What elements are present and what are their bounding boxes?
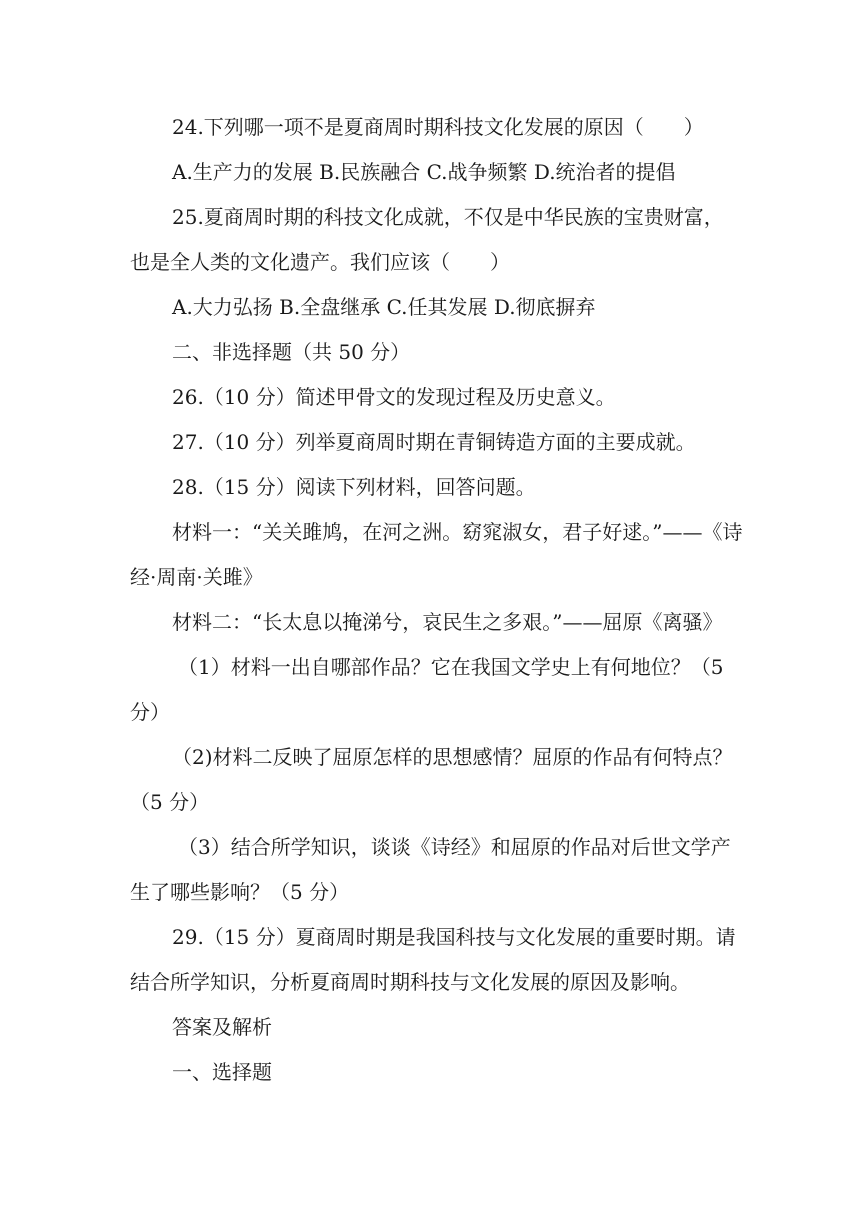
subquestion-3-line1: （3）结合所学知识，谈谈《诗经》和屈原的作品对后世文学产 [178,835,731,859]
subquestion-2-line2: （5 分） [130,790,210,814]
answers-section-choice: 一、选择题 [172,1060,272,1084]
question-25-options: A.大力弘扬 B.全盘继承 C.任其发展 D.彻底摒弃 [172,295,596,319]
question-24-stem: 24.下列哪一项不是夏商周时期科技文化发展的原因（ ） [172,115,704,139]
question-29-line2: 结合所学知识，分析夏商周时期科技与文化发展的原因及影响。 [130,970,690,994]
subquestion-1-line1: （1）材料一出自哪部作品？它在我国文学史上有何地位？（5 [178,655,724,679]
question-25-stem-line1: 25.夏商周时期的科技文化成就，不仅是中华民族的宝贵财富， [172,205,724,229]
question-26: 26.（10 分）简述甲骨文的发现过程及历史意义。 [172,385,616,409]
subquestion-3-line2: 生了哪些影响？（5 分） [130,880,350,904]
question-29-line1: 29.（15 分）夏商周时期是我国科技与文化发展的重要时期。请 [172,925,736,949]
question-24-options: A.生产力的发展 B.民族融合 C.战争频繁 D.统治者的提倡 [172,160,676,184]
section-heading-non-choice: 二、非选择题（共 50 分） [172,340,411,364]
question-25-stem-line2: 也是全人类的文化遗产。我们应该（ ） [130,250,510,274]
material-two: 材料二：“长太息以掩涕兮，哀民生之多艰。”——屈原《离骚》 [172,610,723,634]
material-one-line1: 材料一：“关关雎鸠，在河之洲。窈窕淑女，君子好逑。”——《诗 [172,520,743,544]
question-28-intro: 28.（15 分）阅读下列材料，回答问题。 [172,475,536,499]
material-one-line2: 经·周南·关雎》 [130,565,263,589]
subquestion-1-line2: 分） [130,700,170,724]
answers-heading: 答案及解析 [172,1015,272,1039]
subquestion-2-line1: （2)材料二反映了屈原怎样的思想感情？屈原的作品有何特点？ [172,745,733,769]
question-27: 27.（10 分）列举夏商周时期在青铜铸造方面的主要成就。 [172,430,696,454]
